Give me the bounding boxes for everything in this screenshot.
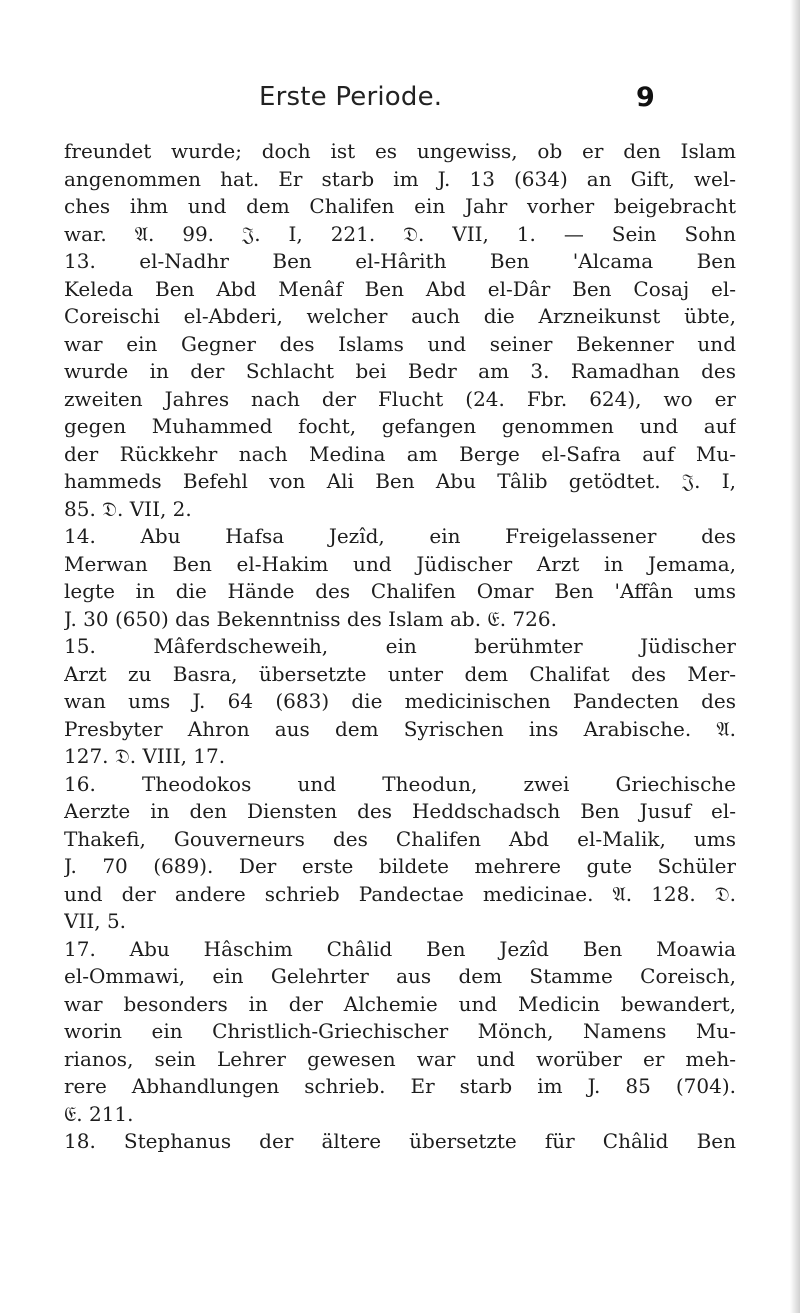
- text-line: und der andere schrieb Pandectae medicinae. 𝔄. 128. 𝔇.: [64, 881, 736, 906]
- page-header: [0, 82, 800, 122]
- text-line: wurde in der Schlacht bei Bedr am 3. Ramadhan des: [64, 359, 736, 383]
- text-line: rere Abhandlungen schrieb. Er starb im J. 85 (704).: [64, 1074, 736, 1098]
- running-head: Erste Periode.: [259, 82, 443, 112]
- text-line: der Rückkehr nach Medina am Berge el-Safra auf Mu-: [64, 441, 736, 466]
- text-line: J. 70 (689). Der erste bildete mehrere gute Schüler: [64, 854, 736, 878]
- text-line: Aerzte in den Diensten des Heddschadsch Ben Jusuf el-: [64, 799, 736, 823]
- entry-14-heading: 14. Abu Hafsa Jezîd, ein Freigelassener des: [64, 524, 736, 548]
- text-line: worin ein Christlich-Griechischer Mönch, Namens Mu-: [64, 1019, 736, 1043]
- text-line: zweiten Jahres nach der Flucht (24. Fbr. 624), wo er: [64, 386, 736, 411]
- text-line: Presbyter Ahron aus dem Syrischen ins Arabische. 𝔄.: [64, 716, 736, 741]
- page-number: 9: [636, 82, 655, 113]
- text-line: Coreischi el-Abderi, welcher auch die Arzneikunst übte,: [64, 304, 736, 328]
- entry-17-heading: 17. Abu Hâschim Châlid Ben Jezîd Ben Moawia: [64, 936, 736, 961]
- text-line: Merwan Ben el-Hakim und Jüdischer Arzt in Jemama,: [64, 551, 736, 576]
- text-line: 127. 𝔇. VIII, 17.: [64, 744, 226, 768]
- entry-15-heading: 15. Mâferdscheweih, ein berühmter Jüdischer: [64, 634, 736, 658]
- entry-13-heading: 13. el-Nadhr Ben el-Hârith Ben 'Alcama Ben: [64, 249, 736, 273]
- entry-16-heading: 16. Theodokos und Theodun, zwei Griechische: [64, 771, 736, 796]
- text-line: war. 𝔄. 99. 𝔍. I, 221. 𝔇. VII, 1. — Sein Sohn: [64, 221, 736, 246]
- text-line: rianos, sein Lehrer gewesen war und worüber er meh-: [64, 1046, 736, 1071]
- page-edge-shadow: [790, 0, 800, 1313]
- text-line: VII, 5.: [64, 909, 127, 933]
- text-line: gegen Muhammed focht, gefangen genommen und auf: [64, 414, 736, 438]
- text-line: wan ums J. 64 (683) die medicinischen Pandecten des: [64, 689, 736, 713]
- text-line: Thakefi, Gouverneurs des Chalifen Abd el-Malik, ums: [64, 826, 736, 851]
- text-line: 85. 𝔇. VII, 2.: [64, 496, 192, 521]
- text-line: 𝔈. 211.: [64, 1101, 134, 1126]
- text-line: hammeds Befehl von Ali Ben Abu Tâlib getödtet. 𝔍. I,: [64, 469, 736, 493]
- entry-18-heading: 18. Stephanus der ältere übersetzte für Châlid Ben: [64, 1129, 736, 1153]
- text-line: legte in die Hände des Chalifen Omar Ben 'Affân ums: [64, 579, 736, 603]
- text-line: angenommen hat. Er starb im J. 13 (634) an Gift, wel-: [64, 166, 736, 191]
- body-text: [64, 138, 736, 1156]
- text-line: freundet wurde; doch ist es ungewiss, ob er den Islam: [64, 139, 736, 163]
- text-line: Arzt zu Basra, übersetzte unter dem Chalifat des Mer-: [64, 661, 736, 686]
- text-line: war besonders in der Alchemie und Medicin bewandert,: [64, 991, 736, 1016]
- text-line: war ein Gegner des Islams und seiner Bekenner und: [64, 331, 736, 356]
- text-line: el-Ommawi, ein Gelehrter aus dem Stamme Coreisch,: [64, 964, 736, 988]
- text-line: ches ihm und dem Chalifen ein Jahr vorher beigebracht: [64, 194, 736, 218]
- text-line: Keleda Ben Abd Menâf Ben Abd el-Dâr Ben Cosaj el-: [64, 276, 736, 301]
- text-line: J. 30 (650) das Bekenntniss des Islam ab. 𝔈. 726.: [64, 606, 557, 631]
